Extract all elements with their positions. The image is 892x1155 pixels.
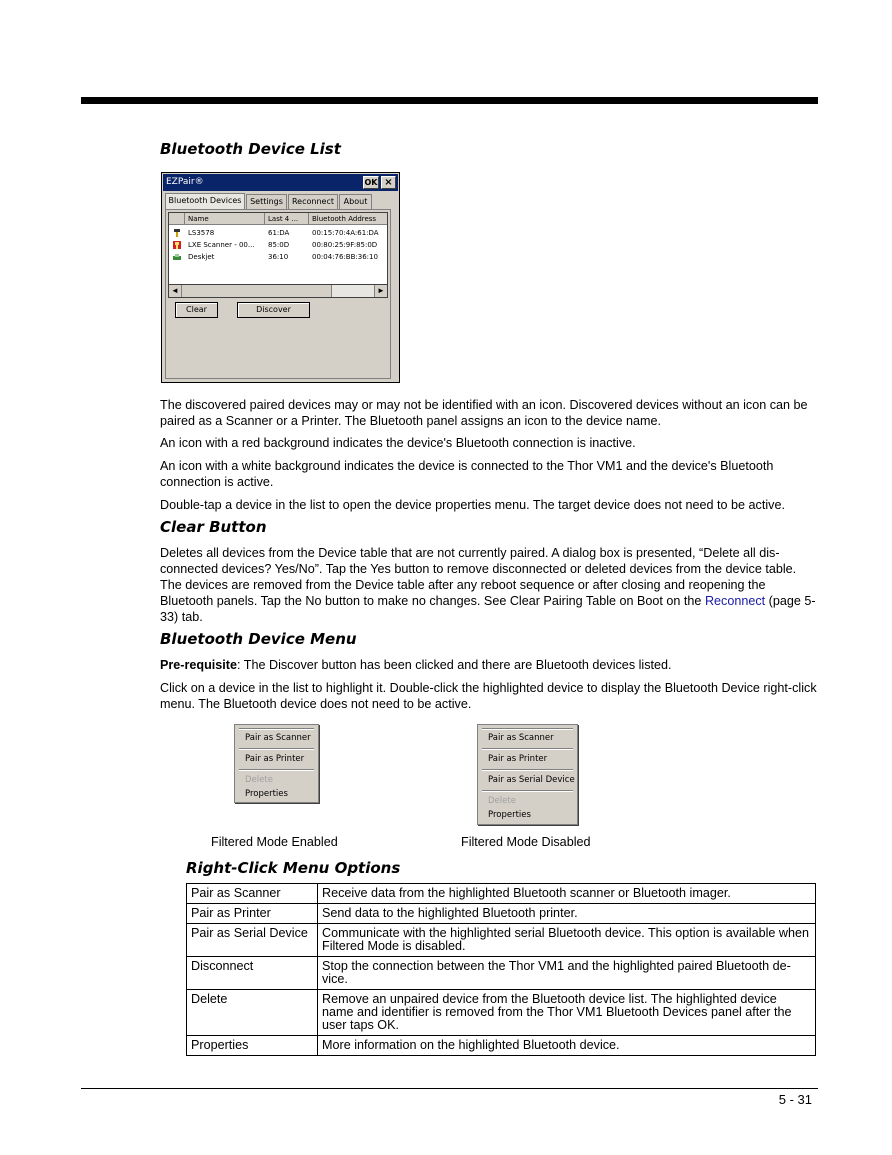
device-address: 00:04:76:BB:36:10 — [312, 253, 378, 261]
context-menu-filtered-disabled — [477, 724, 578, 825]
discover-button[interactable]: Discover — [237, 302, 310, 318]
footer-rule — [81, 1088, 818, 1089]
option-name: Pair as Scanner — [187, 884, 318, 904]
paragraph-clear-button — [160, 545, 820, 625]
scroll-right-icon[interactable]: ► — [374, 285, 387, 297]
column-header-name[interactable]: Name — [185, 213, 265, 225]
option-description: Stop the connection between the Thor VM1 and the highlighted paired Bluetooth de-vice. — [318, 957, 816, 990]
option-description: More information on the highlighted Bluetooth device. — [318, 1036, 816, 1056]
table-row — [187, 924, 816, 957]
device-name: Deskjet — [188, 253, 215, 261]
option-name: Pair as Serial Device — [187, 924, 318, 957]
menu-separator — [482, 748, 573, 750]
menu-separator — [239, 769, 314, 771]
menu-item-pair-printer[interactable]: Pair as Printer — [488, 754, 548, 764]
option-name: Disconnect — [187, 957, 318, 990]
device-name: LXE Scanner - 00... — [188, 241, 255, 249]
context-menu-filtered-enabled — [234, 724, 319, 803]
menu-separator — [482, 728, 573, 730]
clear-description: Deletes all devices from the Device table that are not currently paired. A dialog box is presented, “Delete all dis-connected devices? Yes/No”. Tap the Yes button to remove disconnected or deleted devices from the device table. The devices are removed from the Device table after any reboot sequence or after closing and reopening the Bluetooth panels. Tap the No button to make no changes. See Clear Pairing Table on Boot on the — [160, 546, 797, 608]
option-description: Receive data from the highlighted Bluetooth scanner or Bluetooth imager. — [318, 884, 816, 904]
column-header-icon — [169, 213, 185, 225]
table-row — [187, 884, 816, 904]
tab-panel — [165, 209, 391, 379]
menu-options-table — [186, 883, 816, 1056]
reconnect-link[interactable]: Reconnect — [704, 594, 766, 608]
window-titlebar — [163, 174, 398, 191]
option-name: Delete — [187, 990, 318, 1036]
option-description: Send data to the highlighted Bluetooth printer. — [318, 904, 816, 924]
clear-tail: (page 5-33) tab. — [160, 594, 816, 624]
printer-icon — [173, 253, 181, 261]
section-heading-device-list: Bluetooth Device List — [160, 140, 341, 158]
menu-separator — [482, 790, 573, 792]
tab-bluetooth-devices[interactable]: Bluetooth Devices — [165, 193, 245, 210]
table-row — [187, 1036, 816, 1056]
section-heading-menu-options: Right-Click Menu Options — [186, 859, 401, 877]
clear-button[interactable]: Clear — [175, 302, 218, 318]
prerequisite-label: Pre-requisite — [160, 658, 237, 672]
paragraph-prerequisite — [160, 657, 820, 673]
caption-filtered-disabled: Filtered Mode Disabled — [461, 835, 591, 849]
scanner-icon — [173, 229, 181, 237]
tab-about[interactable]: About — [339, 194, 372, 209]
table-row — [187, 957, 816, 990]
paragraph-double-tap: Double-tap a device in the list to open the device properties menu. The target device does not need to be active. — [160, 498, 785, 512]
column-header-last4[interactable]: Last 4 ... — [265, 213, 309, 225]
menu-item-properties[interactable]: Properties — [488, 810, 531, 820]
table-row — [187, 904, 816, 924]
menu-item-pair-printer[interactable]: Pair as Printer — [245, 754, 305, 764]
device-last4: 36:10 — [268, 253, 289, 261]
menu-separator — [239, 728, 314, 730]
menu-separator — [239, 748, 314, 750]
header-rule — [81, 97, 818, 104]
device-row[interactable] — [169, 251, 388, 263]
ezpair-window — [161, 172, 400, 383]
option-description: Communicate with the highlighted serial Bluetooth device. This option is available when Filtered Mode is disabled. — [318, 924, 816, 957]
device-row[interactable] — [169, 239, 388, 251]
device-last4: 61:DA — [268, 229, 290, 237]
option-name: Pair as Printer — [187, 904, 318, 924]
ok-button[interactable]: OK — [364, 178, 378, 187]
menu-separator — [482, 769, 573, 771]
menu-item-pair-serial[interactable]: Pair as Serial Device — [488, 775, 575, 785]
section-heading-clear-button: Clear Button — [160, 518, 267, 536]
menu-item-pair-scanner[interactable]: Pair as Scanner — [245, 733, 311, 743]
paragraph-white-icon: An icon with a white background indicates the device is connected to the Thor VM1 and the device's Bluetooth connection is active. — [160, 459, 774, 489]
horizontal-scrollbar[interactable] — [168, 284, 388, 298]
close-icon[interactable]: × — [381, 176, 396, 189]
tab-reconnect[interactable]: Reconnect — [288, 194, 338, 209]
scroll-thumb[interactable] — [182, 285, 332, 297]
paragraph-click-device: Click on a device in the list to highlight it. Double-click the highlighted device to display the Bluetooth Device right-click menu. The Bluetooth device does not need to be active. — [160, 681, 817, 711]
column-header-address[interactable]: Bluetooth Address — [309, 213, 388, 225]
caption-filtered-enabled: Filtered Mode Enabled — [211, 835, 338, 849]
menu-item-delete: Delete — [245, 775, 273, 785]
section-heading-device-menu: Bluetooth Device Menu — [160, 630, 357, 648]
device-name: LS3578 — [188, 229, 215, 237]
paragraph-red-icon: An icon with a red background indicates the device's Bluetooth connection is inactive. — [160, 436, 636, 450]
prerequisite-text: : The Discover button has been clicked and there are Bluetooth devices listed. — [237, 658, 672, 672]
tab-settings[interactable]: Settings — [246, 194, 287, 209]
window-title: EZPair® — [166, 177, 204, 187]
device-row[interactable] — [169, 227, 388, 239]
page-number: 5 - 31 — [778, 1092, 812, 1107]
option-name: Properties — [187, 1036, 318, 1056]
table-row — [187, 990, 816, 1036]
paragraph-icons: The discovered paired devices may or may not be identified with an icon. Discovered devices without an icon can be paired as a Scanner or a Printer. The Bluetooth panel assigns an icon to the device name. — [160, 398, 808, 428]
device-address: 00:15:70:4A:61:DA — [312, 229, 379, 237]
menu-item-delete: Delete — [488, 796, 516, 806]
scroll-left-icon[interactable]: ◄ — [169, 285, 182, 297]
menu-item-pair-scanner[interactable]: Pair as Scanner — [488, 733, 554, 743]
device-address: 00:80:25:9F:85:0D — [312, 241, 378, 249]
device-last4: 85:0D — [268, 241, 290, 249]
scanner-inactive-icon — [173, 241, 181, 249]
menu-item-properties[interactable]: Properties — [245, 789, 288, 799]
option-description: Remove an unpaired device from the Bluetooth device list. The highlighted device name and identifier is removed from the Thor VM1 Bluetooth Devices panel after the user taps OK. — [318, 990, 816, 1036]
